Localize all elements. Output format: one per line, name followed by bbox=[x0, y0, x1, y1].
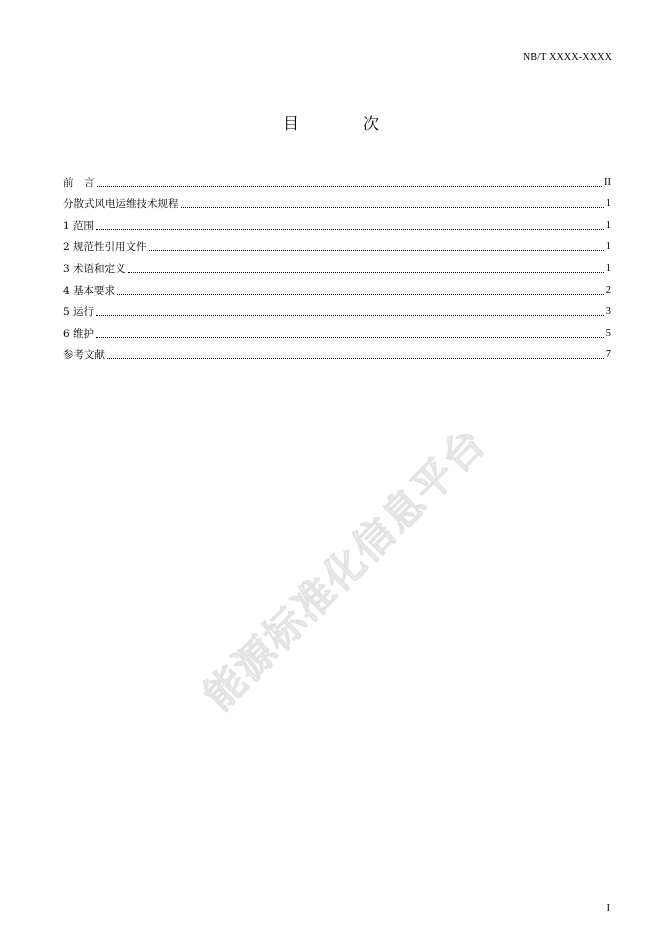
toc-entry-bibliography[interactable] bbox=[63, 341, 611, 363]
toc-entry-page: 5 bbox=[605, 327, 611, 339]
toc-entry-label: 4 基本要求 bbox=[63, 284, 116, 297]
toc-entry-label: 1 范围 bbox=[63, 219, 95, 232]
toc-leader-dots bbox=[181, 207, 604, 208]
toc-entry-operation[interactable] bbox=[63, 298, 611, 320]
toc-entry-page: 1 bbox=[605, 241, 611, 253]
toc-leader-dots bbox=[96, 315, 604, 316]
toc-entry-label: 前 言 bbox=[63, 176, 95, 189]
toc-leader-dots bbox=[96, 229, 604, 230]
toc-entry-label: 2 规范性引用文件 bbox=[63, 241, 147, 254]
toc-entry-page: 1 bbox=[605, 198, 611, 210]
toc-entry-page: 7 bbox=[605, 349, 611, 361]
page-number: I bbox=[606, 903, 610, 914]
toc-entry-basic-requirements[interactable] bbox=[63, 276, 611, 298]
toc-entry-scope[interactable] bbox=[63, 211, 611, 233]
toc-entry-main-title[interactable] bbox=[63, 190, 611, 212]
toc-leader-dots bbox=[128, 272, 604, 273]
toc-entry-label: 3 术语和定义 bbox=[63, 262, 126, 275]
toc-leader-dots bbox=[96, 337, 604, 338]
toc-entry-foreword[interactable] bbox=[63, 168, 611, 190]
document-code: NB/T XXXX-XXXX bbox=[522, 52, 612, 63]
toc-entry-terms-definitions[interactable] bbox=[63, 254, 611, 276]
toc-entry-page: 3 bbox=[605, 306, 611, 318]
toc-list bbox=[63, 168, 611, 362]
watermark: 能源标准化信息平台 bbox=[195, 419, 496, 720]
toc-entry-page: 1 bbox=[605, 219, 611, 231]
toc-entry-page: 2 bbox=[605, 284, 611, 296]
toc-entry-normative-references[interactable] bbox=[63, 233, 611, 255]
toc-entry-label: 6 维护 bbox=[63, 327, 95, 340]
toc-entry-maintenance[interactable] bbox=[63, 319, 611, 341]
toc-entry-page: II bbox=[604, 176, 611, 188]
toc-entry-page: 1 bbox=[605, 262, 611, 274]
toc-leader-dots bbox=[107, 358, 604, 359]
toc-leader-dots bbox=[117, 294, 604, 295]
toc-leader-dots bbox=[97, 186, 603, 187]
toc-entry-label: 分散式风电运维技术规程 bbox=[63, 198, 179, 211]
toc-leader-dots bbox=[149, 250, 604, 251]
toc-entry-label: 5 运行 bbox=[63, 306, 95, 319]
toc-title: 目 次 bbox=[282, 114, 403, 133]
toc-entry-label: 参考文献 bbox=[63, 349, 105, 362]
